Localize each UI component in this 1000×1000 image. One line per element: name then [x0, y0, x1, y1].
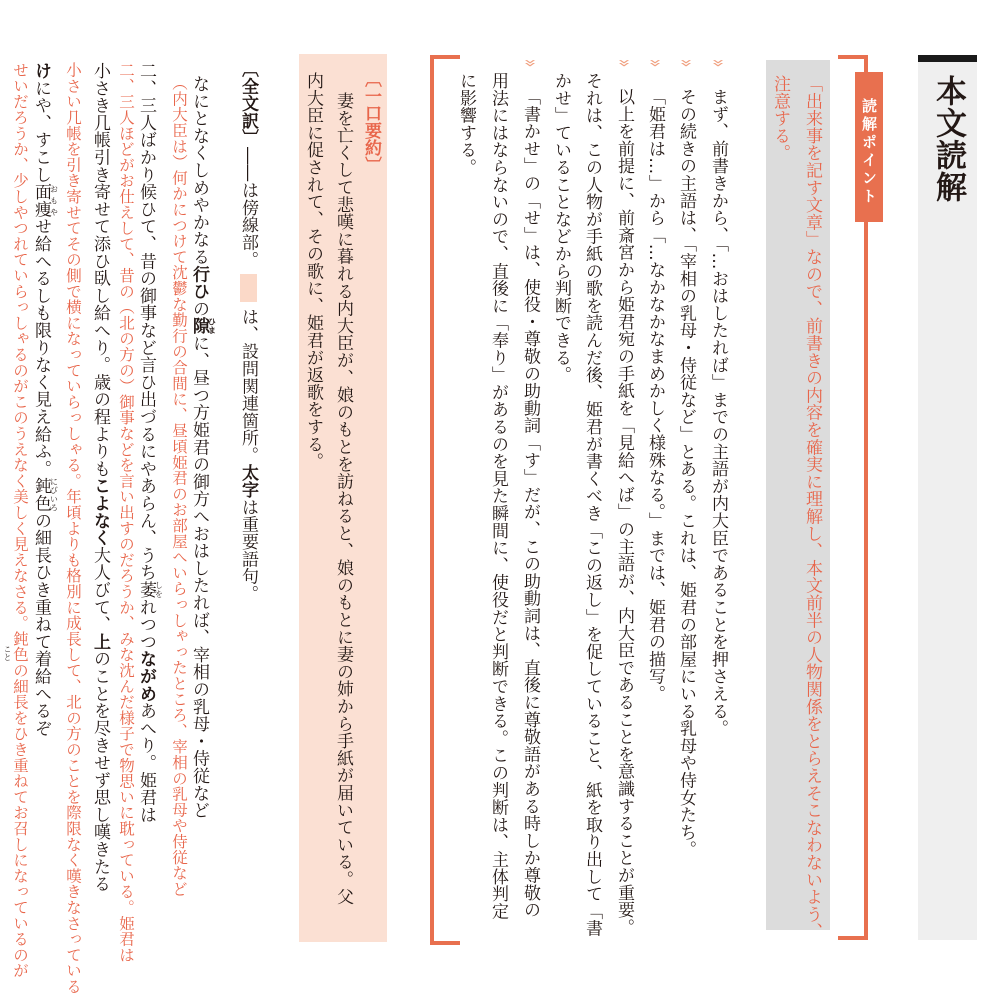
double-chevron-icon: »: [705, 58, 731, 68]
text-segment: あへり。姫君は: [136, 702, 156, 824]
reading-point-line: 注意する。: [770, 75, 790, 162]
double-chevron-icon: »: [611, 58, 637, 68]
reading-point-line: 「出来事を記す文章」なので、前書きの内容を確実に理解し、本文前半の人物関係をとらえそこなわないよう、: [802, 75, 822, 940]
ruby-text: こと: [3, 645, 12, 661]
ruby-reading: ひま: [207, 317, 217, 335]
explanation-line: 以上を前提に、前斎宮から姫君宛の手紙を「見給へば」の主語が、内大臣であることを意識することが重要。: [614, 88, 634, 936]
explanation-line: かせ」ていることなどから判断できる。: [551, 72, 571, 384]
translation-line: [115, 62, 137, 963]
original-text-line: [89, 62, 111, 892]
explanation-line: それは、この人物が手紙の歌を読んだ後、姫君が書くべき「この返し」を促していること、紙を取り出して「書: [582, 72, 602, 937]
ruby-reading: しを: [154, 581, 164, 599]
explanation-line: に影響する。: [456, 72, 476, 176]
key-phrase: ながめ: [136, 650, 156, 703]
translation-legend: [237, 60, 259, 602]
reading-point-tag: 読解ポイント: [855, 72, 883, 222]
legend-segment: は重要語句。: [238, 497, 258, 602]
translation-line: [9, 62, 31, 978]
legend-text: [238, 147, 258, 602]
text-segment: せいだろうか、少しやつれていらっしゃるのがこのうえなく美しく見えなさる。鈍色の細長をひき重ねてお召しになっているのが: [11, 62, 29, 979]
explanation-line: 「書かせ」の「せ」は、使役・尊敬の助動詞「す」だが、この助動詞は、直後に尊敬語がある時しか尊敬の: [520, 88, 540, 919]
ruby-base: 萎: [136, 581, 156, 599]
text-segment: 小さき几帳引き寄せて添ひ臥し給へり。歳の程よりも: [90, 62, 110, 478]
text-segment: れつつ: [136, 598, 156, 651]
original-text-line: [31, 62, 59, 737]
text-segment: に、昼つ方姫君の御方へおはしたれば、宰相の乳母・侍従など: [189, 334, 209, 819]
summary-heading: 〔一口要約〕: [361, 70, 381, 174]
double-chevron-icon: »: [642, 58, 668, 68]
key-phrase: 行ひ: [189, 265, 209, 300]
ruby-base: 面痩: [31, 183, 51, 218]
ruby-reading: おもや: [49, 183, 59, 218]
key-phrase: け: [31, 62, 51, 80]
ruby-base: 鈍色: [31, 477, 51, 512]
explanation-line: その続きの主語は、「宰相の乳母・侍従など」とある。これは、姫君の部屋にいる乳母や侍女たち。: [676, 88, 696, 858]
explanation-bracket: [430, 55, 460, 945]
double-chevron-icon: »: [673, 58, 699, 68]
ruby-word: [189, 317, 217, 335]
text-segment: の細長ひき重ねて着給へるぞ: [31, 511, 51, 737]
ruby-word: [136, 581, 164, 599]
legend-segment: ――は傍線部。: [238, 146, 258, 268]
original-text-line: [136, 62, 164, 824]
text-segment: 小さい几帳を引き寄せてその側で横になっていらっしゃる。年頃よりも格別に成長して、北の方のことを際限なく嘆きなさっている: [64, 62, 82, 995]
double-chevron-icon: »: [517, 58, 543, 68]
text-segment: のことを尽きせず思し嘆きたる: [90, 650, 110, 893]
ruby-word: [31, 477, 59, 512]
key-phrase: 上: [90, 632, 110, 651]
explanation-line: まず、前書きから、「…おはしたれば」までの主語が内大臣であることを押さえる。: [708, 88, 728, 737]
text-segment: （内大臣は）何かにつけて沈鬱な勤行の合間に、昼頃姫君のお部屋へいらっしゃったところ、宰相の乳母や侍従など: [170, 75, 188, 897]
summary-line: 妻を亡くして悲嘆に暮れる内大臣が、娘のもとを訪ねると、娘のもとに妻の姉から手紙が届いている。父: [333, 92, 353, 906]
ruby-word: [31, 183, 59, 218]
summary-line: 内大臣に促されて、その歌に、姫君が返歌をする。: [303, 72, 323, 470]
translation-line: [168, 75, 190, 897]
section-title: 本文読解: [930, 75, 966, 203]
text-segment: にや、すこし: [31, 79, 51, 184]
text-segment: 大人びて、: [90, 546, 110, 633]
text-segment: せ給へるしも限りなく見え給ふ。: [31, 217, 51, 478]
key-phrase: こよなく: [90, 477, 110, 547]
ruby-base: 隙: [189, 317, 209, 335]
text-segment: なにとなくしめやかなる: [189, 75, 209, 266]
highlight-swatch: [240, 274, 257, 302]
explanation-line: 「姫君は…」から「…なかなかなまめかしく様殊なる。」までは、姫君の描写。: [645, 88, 665, 703]
ruby-reading: にびいろ: [49, 477, 59, 512]
translation-line: [62, 62, 84, 994]
legend-segment: は、設問関連箇所。: [238, 307, 258, 464]
original-text-line: [189, 75, 217, 819]
legend-segment: 太字: [238, 463, 258, 498]
translation-heading: 〔全文訳〕: [238, 60, 258, 147]
text-segment: 二、三人ほどがお仕えして、昔の（北の方の）御事などを言い出すのだろうか、みな沈んだ様子で物思いに耽っている。姫君は: [117, 62, 135, 963]
text-segment: の: [189, 299, 209, 318]
text-segment: 二、三人ばかり候ひて、昔の御事など言ひ出づるにやあらん、うち: [136, 62, 156, 581]
explanation-line: 用法にはならないので、直後に「奉り」があるのを見た瞬間に、使役だと判断できる。この判断は、主体判定: [488, 72, 508, 920]
